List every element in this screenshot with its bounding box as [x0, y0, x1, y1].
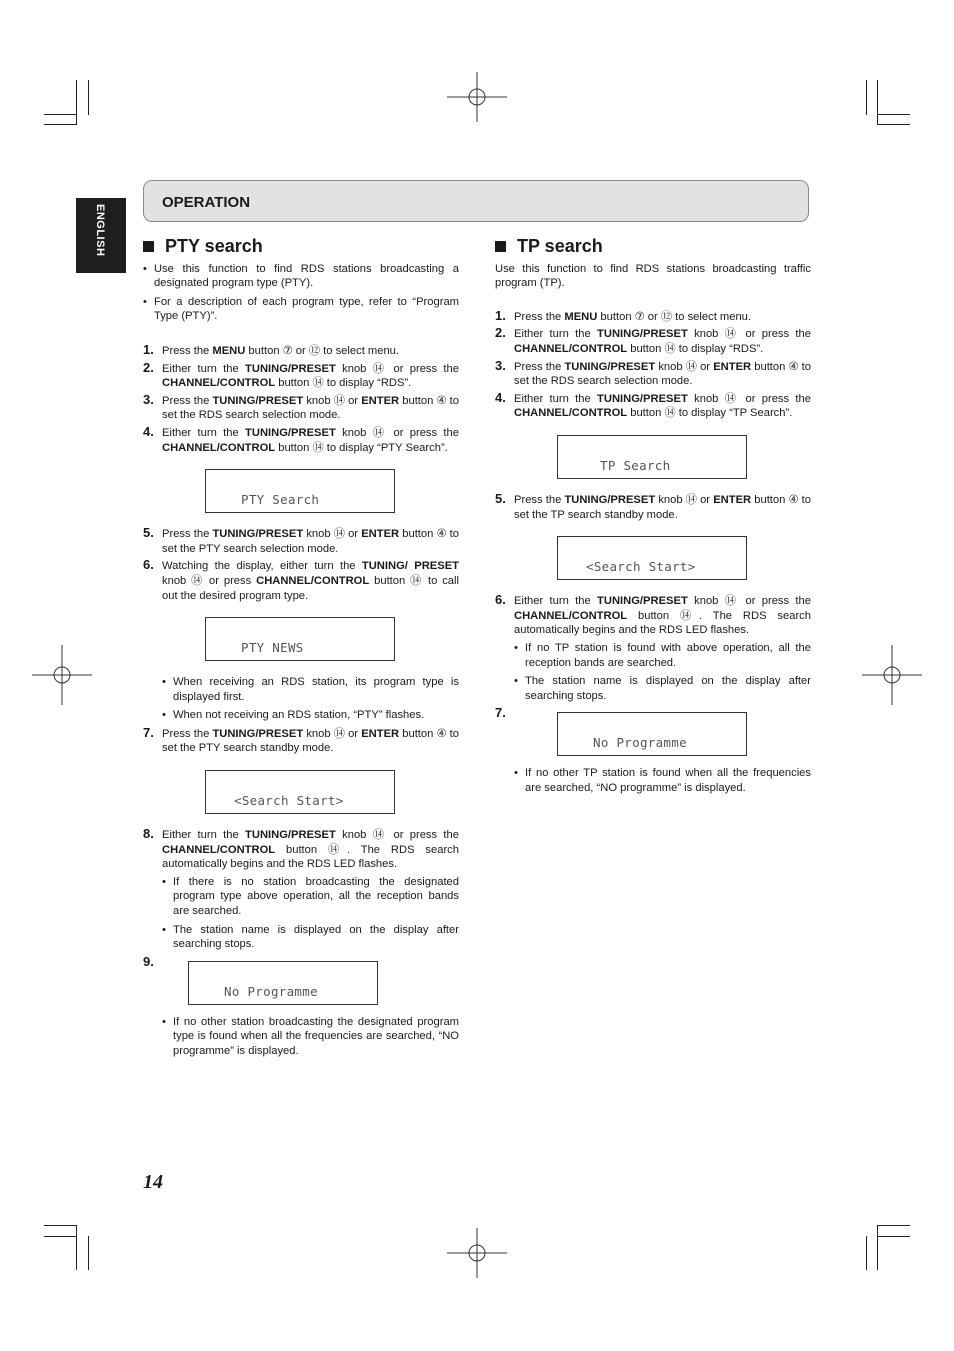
pty-step-4: 4. Either turn the TUNING/PRESET knob ⑭ or press the CHANNEL/CONTROL button ⑭ to display “PTY Search”. — [143, 423, 459, 454]
pty-search-heading: PTY search — [143, 239, 459, 254]
pty-search-section — [143, 236, 460, 1063]
crop-mark — [88, 80, 89, 115]
lcd-display: No Programme — [188, 961, 378, 1005]
registration-mark-icon — [447, 67, 507, 127]
crop-mark — [877, 114, 910, 115]
tp-note: • The station name is displayed on the display after searching stops. — [514, 674, 811, 703]
pty-note: • If there is no station broadcasting the designated program type above operation, all the reception bands are searched. — [162, 875, 459, 919]
tp-step-4: 4. Either turn the TUNING/PRESET knob ⑭ or press the CHANNEL/CONTROL button ⑭ to display “TP Search”. — [495, 389, 811, 420]
crop-mark — [44, 124, 77, 125]
lcd-display: <Search Start> — [205, 770, 395, 814]
tp-intro: Use this function to find RDS stations broadcasting traffic program (TP). — [495, 262, 811, 290]
lcd-display: TP Search — [557, 435, 747, 479]
pty-step-5: 5. Press the TUNING/PRESET knob ⑭ or ENTER button ④ to set the PTY search selection mode. — [143, 525, 460, 555]
lcd-display: <Search Start> — [557, 536, 747, 580]
pty-step-8: 8. Either turn the TUNING/PRESET knob ⑭ or press the CHANNEL/CONTROL button ⑭. The RDS search automatically begins and the RDS LED flashes. — [143, 826, 459, 871]
square-bullet-icon — [495, 241, 506, 252]
crop-mark — [44, 114, 77, 115]
pty-intro-1: • Use this function to find RDS stations broadcasting a designated program type (PTY). — [143, 262, 459, 291]
pty-note: • The station name is displayed on the display after searching stops. — [162, 923, 459, 952]
tp-search-heading: TP search — [495, 239, 811, 254]
registration-mark-icon — [32, 645, 92, 705]
section-header-bar — [143, 180, 809, 222]
crop-mark — [866, 80, 867, 115]
lcd-display: PTY Search — [205, 469, 395, 513]
registration-mark-icon — [862, 645, 922, 705]
pty-step-1: 1. Press the MENU button ⑦ or ⑫ to select menu. — [143, 341, 400, 357]
registration-mark-icon — [447, 1223, 507, 1283]
page-number: 14 — [143, 1171, 163, 1193]
tp-search-section — [495, 236, 812, 799]
language-label: ENGLISH — [94, 204, 106, 257]
crop-mark — [877, 1225, 910, 1226]
pty-note: • When receiving an RDS station, its program type is displayed first. — [162, 675, 459, 704]
tp-step-6: 6. Either turn the TUNING/PRESET knob ⑭ or press the CHANNEL/CONTROL button ⑭. The RDS search automatically begins and the RDS LED flashes. — [495, 592, 811, 637]
pty-step-6: 6. Watching the display, either turn the TUNING/ PRESET knob ⑭ or press CHANNEL/CONTROL button ⑭ to call out the desired program type. — [143, 557, 460, 602]
pty-step-9: 9. — [143, 953, 154, 969]
tp-note: • If no other TP station is found when all the frequencies are searched, “NO programme” is displayed. — [514, 766, 811, 795]
crop-mark — [877, 124, 910, 125]
crop-mark — [76, 1225, 77, 1270]
crop-mark — [866, 1236, 867, 1270]
language-tab — [76, 198, 126, 273]
lcd-display: No Programme — [557, 712, 747, 756]
tp-step-7: 7. — [495, 705, 506, 721]
pty-note: • When not receiving an RDS station, “PTY” flashes. — [162, 708, 459, 723]
tp-step-2: 2. Either turn the TUNING/PRESET knob ⑭ or press the CHANNEL/CONTROL button ⑭ to display “RDS”. — [495, 325, 811, 355]
pty-step-7: 7. Press the TUNING/PRESET knob ⑭ or ENTER button ④ to set the PTY search standby mode. — [143, 724, 460, 755]
tp-step-5: 5. Press the TUNING/PRESET knob ⑭ or ENTER button ④ to set the TP search standby mode. — [495, 490, 812, 521]
pty-intro-2: • For a description of each program type, refer to “Program Type (PTY)”. — [143, 295, 459, 324]
section-title: OPERATION — [162, 194, 251, 211]
crop-mark — [88, 1236, 89, 1270]
tp-step-1: 1. Press the MENU button ⑦ or ⑫ to select menu. — [495, 307, 752, 323]
square-bullet-icon — [143, 241, 154, 252]
crop-mark — [877, 1236, 910, 1237]
tp-note: • If no TP station is found with above operation, all the reception bands are searched. — [514, 641, 811, 670]
crop-mark — [877, 80, 878, 125]
pty-step-3: 3. Press the TUNING/PRESET knob ⑭ or ENTER button ④ to set the RDS search selection mode. — [143, 391, 460, 422]
lcd-display: PTY NEWS — [205, 617, 395, 661]
pty-note: • If no other station broadcasting the designated program type is found when all the frequencies are searched, “NO programme” is displayed. — [162, 1015, 459, 1059]
crop-mark — [44, 1225, 77, 1226]
tp-step-3: 3. Press the TUNING/PRESET knob ⑭ or ENTER button ④ to set the RDS search selection mode. — [495, 357, 812, 388]
pty-step-2: 2. Either turn the TUNING/PRESET knob ⑭ or press the CHANNEL/CONTROL button ⑭ to display “RDS”. — [143, 359, 459, 390]
crop-mark — [76, 80, 77, 125]
crop-mark — [877, 1225, 878, 1270]
crop-mark — [44, 1236, 77, 1237]
